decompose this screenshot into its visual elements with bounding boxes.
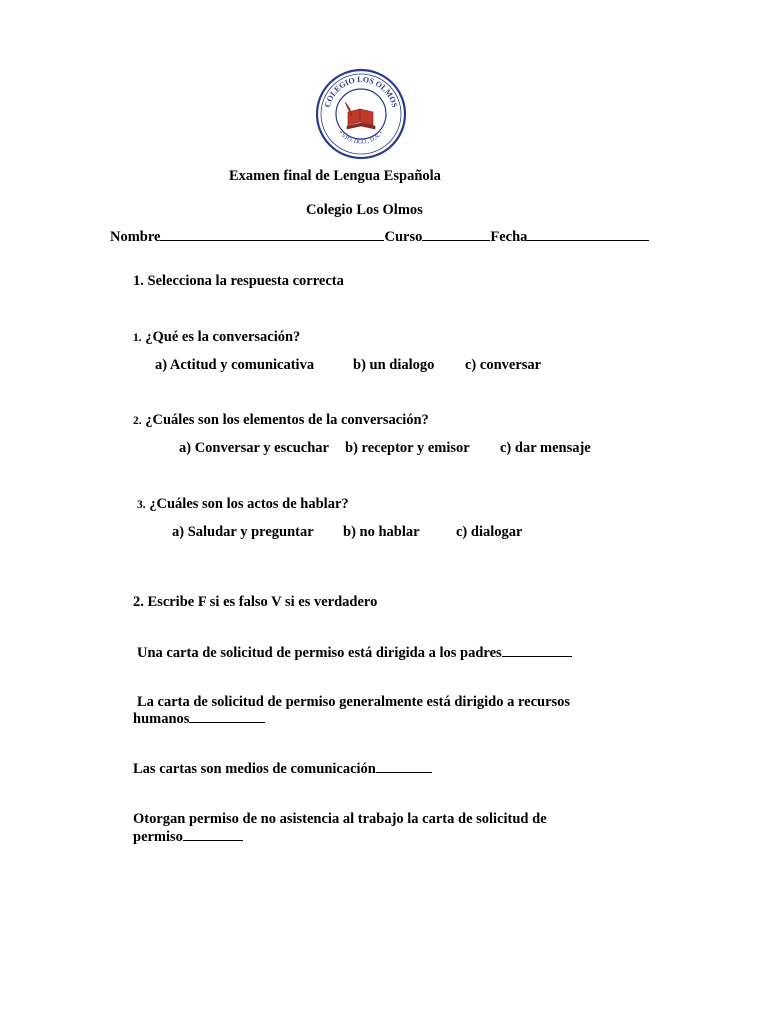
statement-text: humanos (133, 711, 190, 727)
option-2c[interactable]: c) dar mensaje (500, 440, 591, 456)
question-text: ¿Cuáles son los elementos de la conversación? (145, 412, 429, 428)
answer-blank[interactable] (502, 645, 572, 657)
option-2b[interactable]: b) receptor y emisor (345, 440, 470, 456)
exam-title: Examen final de Lengua Española (229, 168, 441, 184)
answer-blank[interactable] (183, 829, 243, 841)
section2-heading: 2. Escribe F si es falso V si es verdadero (133, 594, 378, 610)
statement-text: permiso (133, 829, 183, 845)
section1-heading: 1. Selecciona la respuesta correcta (133, 273, 344, 289)
question-number: 1. (133, 332, 142, 344)
answer-blank[interactable] (189, 711, 265, 723)
question-text: ¿Cuáles son los actos de hablar? (149, 496, 349, 512)
fecha-label: Fecha (490, 229, 528, 245)
answer-blank[interactable] (376, 761, 432, 773)
student-info-row (110, 229, 649, 246)
curso-blank[interactable] (422, 229, 490, 241)
option-1b[interactable]: b) un dialogo (353, 357, 435, 373)
statement-text: Una carta de solicitud de permiso está dirigida a los padres (137, 645, 502, 661)
nombre-label: Nombre (110, 229, 161, 245)
fecha-blank[interactable] (527, 229, 649, 241)
question-3 (137, 496, 349, 513)
option-1c[interactable]: c) conversar (465, 357, 542, 373)
statement-2-line1: La carta de solicitud de permiso generalmente está dirigido a recursos (137, 694, 571, 710)
question-1 (133, 329, 300, 346)
statement-3 (133, 761, 432, 778)
statement-text: Las cartas son medios de comunicación (133, 761, 376, 777)
option-3c[interactable]: c) dialogar (456, 524, 523, 540)
question-2 (133, 412, 429, 429)
question-number: 3. (137, 499, 146, 511)
nombre-blank[interactable] (160, 229, 384, 241)
school-logo-seal (315, 68, 407, 160)
option-2a[interactable]: a) Conversar y escuchar (179, 440, 329, 456)
question-text: ¿Qué es la conversación? (145, 329, 301, 345)
option-3b[interactable]: b) no hablar (343, 524, 420, 540)
logo-text-bottom: • STO. DGO., D.N. • (337, 130, 385, 146)
statement-1 (137, 645, 572, 662)
school-name: Colegio Los Olmos (306, 202, 423, 218)
statement-4-line2 (133, 829, 243, 846)
statement-2-line2 (133, 711, 265, 728)
curso-label: Curso (384, 229, 423, 245)
option-1a[interactable]: a) Actitud y comunicativa (155, 357, 315, 373)
logo-text-top: COLEGIO LOS OLMOS (322, 74, 400, 109)
question-number: 2. (133, 415, 142, 427)
option-3a[interactable]: a) Saludar y preguntar (172, 524, 314, 540)
statement-4-line1: Otorgan permiso de no asistencia al trabajo la carta de solicitud de (133, 811, 547, 827)
